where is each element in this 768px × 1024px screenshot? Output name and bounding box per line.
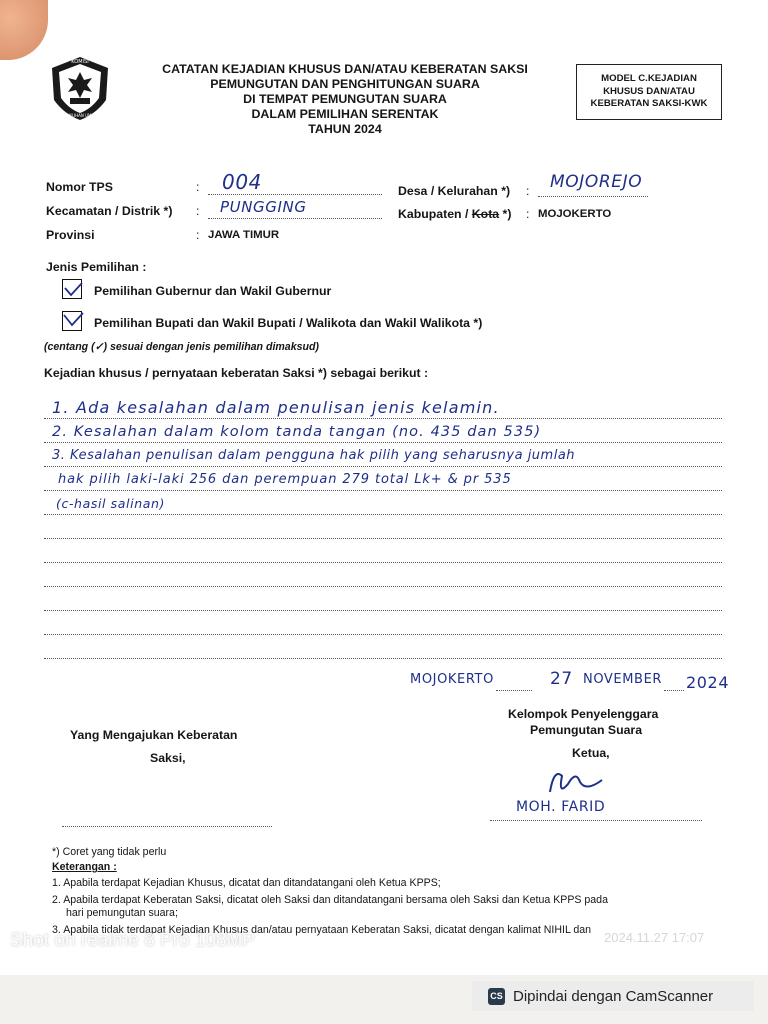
finger-in-photo: [0, 0, 48, 60]
left-signature-line: [62, 826, 272, 827]
desa-label: Desa / Kelurahan *): [398, 184, 511, 198]
model-line: MODEL C.KEJADIAN: [601, 73, 697, 84]
kejadian-line: hak pilih laki-laki 256 dan perempuan 279 total Lk+ & pr 535: [58, 472, 512, 487]
logo-bottom-text: PEMILIHAN UMUM: [62, 113, 98, 118]
nomor-tps-value: 004: [222, 170, 262, 194]
colon: :: [526, 184, 530, 198]
ruled-line: [44, 586, 722, 587]
title-line: DI TEMPAT PEMUNGUTAN SUARA: [243, 92, 447, 106]
kabupaten-label-a: Kabupaten /: [398, 207, 472, 221]
kpu-logo-icon: [46, 54, 114, 122]
title-line: DALAM PEMILIHAN SERENTAK: [251, 107, 439, 121]
kecamatan-label: Kecamatan / Distrik *): [46, 204, 173, 218]
left-signature-title: Yang Mengajukan Keberatan: [70, 728, 238, 742]
keterangan-item: 2. Apabila terdapat Keberatan Saksi, dicatat oleh Saksi dan ditandatangani bersama oleh Saksi dan Ketua KPPS pada: [52, 894, 608, 906]
logo-top-text: KOMISI: [71, 59, 89, 65]
provinsi-label: Provinsi: [46, 228, 95, 242]
centang-note: (centang (✓) sesuai dengan jenis pemilihan dimaksud): [44, 341, 319, 353]
colon: :: [526, 207, 530, 221]
handwritten-signature: [540, 762, 610, 802]
colon: :: [196, 204, 200, 218]
nomor-tps-line: [208, 194, 382, 195]
colon: :: [196, 180, 200, 194]
desa-value: MOJOREJO: [550, 172, 643, 192]
camera-timestamp: 2024.11.27 17:07: [604, 930, 705, 945]
ruled-line: [44, 490, 722, 491]
ruled-line: [44, 562, 722, 563]
signature-place: MOJOKERTO: [410, 672, 494, 687]
camscanner-text: Dipindai dengan CamScanner: [513, 987, 714, 1005]
ruled-line: [44, 442, 722, 443]
ruled-line: [44, 418, 722, 419]
kabupaten-value: MOJOKERTO: [538, 208, 612, 220]
camscanner-icon: CS: [488, 988, 505, 1005]
ruled-line: [44, 466, 722, 467]
keterangan-item: 1. Apabila terdapat Kejadian Khusus, dicatat dan ditandatangani oleh Ketua KPPS;: [52, 877, 441, 889]
gubernur-checkbox[interactable]: [62, 279, 82, 299]
right-signature-sub: Ketua,: [572, 746, 610, 760]
form-model-box: [576, 64, 722, 120]
bupati-option-label: Pemilihan Bupati dan Wakil Bupati / Walikota dan Wakil Walikota *): [94, 316, 483, 330]
camscanner-badge: [472, 981, 754, 1011]
jenis-pemilihan-label: Jenis Pemilihan :: [46, 260, 147, 274]
desa-line: [538, 196, 648, 197]
kabupaten-label-strike: Kota: [471, 207, 500, 221]
ruled-line: [44, 514, 722, 515]
title-line: PEMUNGUTAN DAN PENGHITUNGAN SUARA: [210, 77, 480, 91]
keterangan-item: 3. Apabila tidak terdapat Kejadian Khusus dan/atau pernyataan Keberatan Saksi, dicatat dengan kalimat NIHIL dan: [52, 924, 592, 936]
right-signature-name: MOH. FARID: [516, 799, 606, 815]
document-title: [130, 62, 560, 137]
ruled-line: [44, 634, 722, 635]
right-signature-title-2: Pemungutan Suara: [530, 723, 643, 737]
colon: :: [196, 228, 200, 242]
kejadian-line: (c-hasil salinan): [56, 496, 165, 511]
checkmark-icon: [62, 279, 84, 301]
keterangan-label: Keterangan :: [52, 861, 117, 873]
ruled-line: [44, 658, 722, 659]
kejadian-line: 3. Kesalahan penulisan dalam pengguna hak pilih yang seharusnya jumlah: [52, 448, 576, 463]
signature-month: NOVEMBER: [583, 672, 663, 687]
ruled-line: [44, 538, 722, 539]
right-signature-line: [490, 820, 702, 821]
kejadian-line: 2. Kesalahan dalam kolom tanda tangan (no. 435 dan 535): [52, 424, 542, 440]
star-note: *) Coret yang tidak perlu: [52, 846, 167, 858]
checkmark-icon: [62, 311, 84, 333]
gubernur-option-label: Pemilihan Gubernur dan Wakil Gubernur: [94, 284, 332, 298]
camera-watermark: Shot on realme 8 Pro 108MP: [10, 930, 256, 951]
right-signature-title-1: Kelompok Penyelenggara: [508, 707, 659, 721]
bupati-checkbox[interactable]: [62, 311, 82, 331]
kecamatan-value: PUNGGING: [220, 198, 307, 216]
title-line: TAHUN 2024: [308, 122, 382, 136]
provinsi-value: JAWA TIMUR: [208, 229, 280, 241]
kabupaten-label: [398, 207, 511, 221]
ruled-line: [44, 610, 722, 611]
date-dots: [496, 690, 532, 691]
nomor-tps-label: Nomor TPS: [46, 180, 113, 194]
left-signature-sub: Saksi,: [150, 751, 186, 765]
kabupaten-label-b: *): [499, 207, 512, 221]
signature-day: 27: [550, 669, 573, 689]
date-dots: [664, 690, 684, 691]
model-line: KEBERATAN SAKSI-KWK: [590, 98, 708, 109]
kejadian-line: 1. Ada kesalahan dalam penulisan jenis kelamin.: [52, 398, 500, 417]
kecamatan-line: [208, 218, 382, 219]
model-line: KHUSUS DAN/ATAU: [603, 85, 695, 97]
signature-year: 2024: [686, 673, 730, 692]
kejadian-label: Kejadian khusus / pernyataan keberatan Saksi *) sebagai berikut :: [44, 366, 429, 380]
title-line: CATATAN KEJADIAN KHUSUS DAN/ATAU KEBERATAN SAKSI: [162, 62, 528, 76]
keterangan-item: hari pemungutan suara;: [66, 907, 178, 919]
